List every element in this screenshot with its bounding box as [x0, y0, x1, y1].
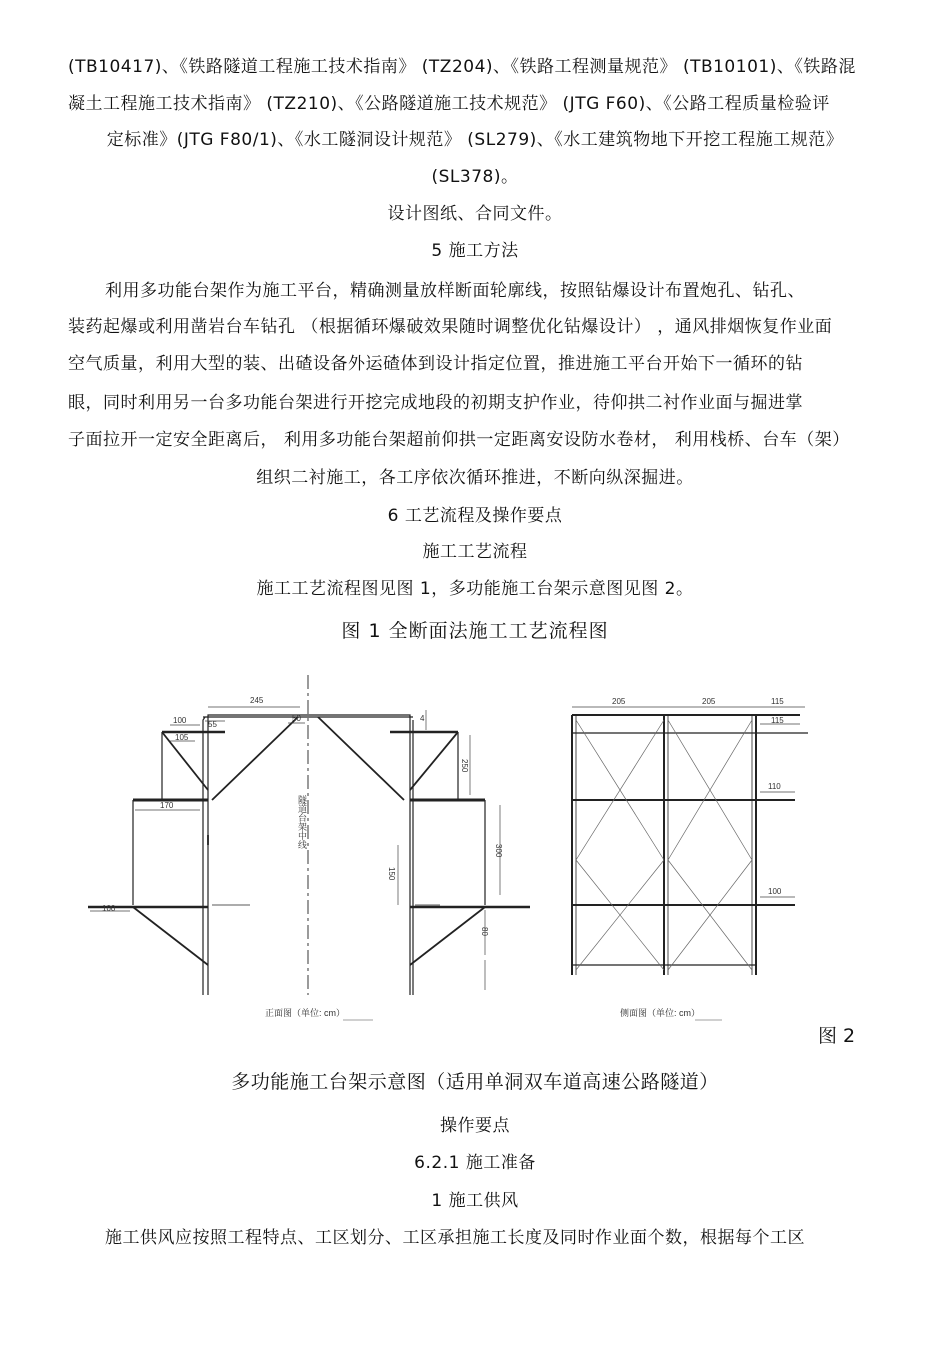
section-heading-6: 6 工艺流程及操作要点: [387, 506, 563, 526]
text-line-3: 定标准》(JTG F80/1)、《水工隧洞设计规范》 (SL279)、《水工建筑物地下开挖工程施工规范》: [106, 130, 844, 150]
figure-1-title: 图 1 全断面法施工工艺流程图: [341, 620, 609, 642]
text-line-2: 凝土工程施工技术指南》 (TZ210)、《公路隧道施工技术规范》 (JTG F60)、《公路工程质量检验评: [68, 94, 830, 114]
text-line-5: 设计图纸、合同文件。: [387, 204, 563, 224]
dim-label: 115: [771, 697, 784, 706]
side-view-caption: 侧面图（单位: cm）: [620, 1008, 700, 1018]
dim-label: 110: [768, 782, 781, 791]
front-view-caption: 正面图（单位: cm）: [265, 1008, 345, 1018]
subheading-air-supply: 1 施工供风: [431, 1191, 519, 1211]
paragraph-air-supply: 施工供风应按照工程特点、工区划分、工区承担施工长度及同时作业面个数，根据每个工区: [105, 1228, 805, 1248]
dim-label: 100: [173, 716, 187, 725]
dim-label: 55: [208, 720, 217, 729]
text-line-4: (SL378)。: [431, 167, 519, 187]
platform-drawing: [0, 665, 950, 1045]
figure-reference-text: 施工工艺流程图见图 1，多功能施工台架示意图见图 2。: [256, 579, 694, 599]
paragraph-line-5: 子面拉开一定安全距离后， 利用多功能台架超前仰拱一定距离安设防水卷材， 利用栈桥、台车（架）: [68, 430, 850, 450]
centerline-label: 隧道台架中线: [297, 795, 307, 849]
paragraph-line-6: 组织二衬施工，各工序依次循环推进，不断向纵深掘进。: [256, 468, 694, 488]
figure-2-caption: 多功能施工台架示意图（适用单洞双车道高速公路隧道）: [231, 1071, 719, 1093]
front-view-dimensions: [90, 707, 500, 990]
front-view: [88, 675, 530, 995]
paragraph-line-4: 眼，同时利用另一台多功能台架进行开挖完成地段的初期支护作业，待仰拱二衬作业面与掘进掌: [68, 393, 803, 413]
dim-label: 205: [612, 697, 626, 706]
side-view-labels: [612, 697, 784, 896]
dim-label: 105: [175, 733, 189, 742]
dim-label: 100: [102, 904, 116, 913]
dim-label: 115: [771, 716, 784, 725]
side-view-dimensions: [572, 707, 805, 897]
dim-label: 250: [460, 759, 469, 773]
subheading-operation-points: 操作要点: [440, 1116, 510, 1136]
dim-label: 170: [160, 801, 174, 810]
paragraph-line-3: 空气质量，利用大型的装、出碴设备外运碴体到设计指定位置，推进施工平台开始下一循环的钻: [68, 354, 803, 374]
dim-label: 100: [768, 887, 782, 896]
dim-label: 50: [292, 714, 301, 723]
subheading-6-2-1: 6.2.1 施工准备: [414, 1153, 536, 1173]
dim-label: 4: [420, 714, 425, 723]
dim-label: 300: [494, 844, 503, 858]
section-heading-5: 5 施工方法: [431, 241, 519, 261]
dim-label: 150: [387, 867, 396, 881]
figure-2-label: 图 2: [818, 1025, 856, 1047]
text-line-1: (TB10417)、《铁路隧道工程施工技术指南》 (TZ204)、《铁路工程测量规范》 (TB10101)、《铁路混: [68, 57, 856, 77]
subheading-process: 施工工艺流程: [422, 542, 528, 562]
dim-label: 245: [250, 696, 264, 705]
paragraph-line-2: 装药起爆或利用凿岩台车钻孔 （根据循环爆破效果随时调整优化钻爆设计） ，通风排烟恢复作业面: [68, 317, 833, 337]
paragraph-line-1: 利用多功能台架作为施工平台，精确测量放样断面轮廓线，按照钻爆设计布置炮孔、钻孔、: [105, 281, 805, 301]
dim-label: 80: [480, 927, 489, 936]
side-view: [572, 715, 808, 975]
dim-label: 205: [702, 697, 716, 706]
